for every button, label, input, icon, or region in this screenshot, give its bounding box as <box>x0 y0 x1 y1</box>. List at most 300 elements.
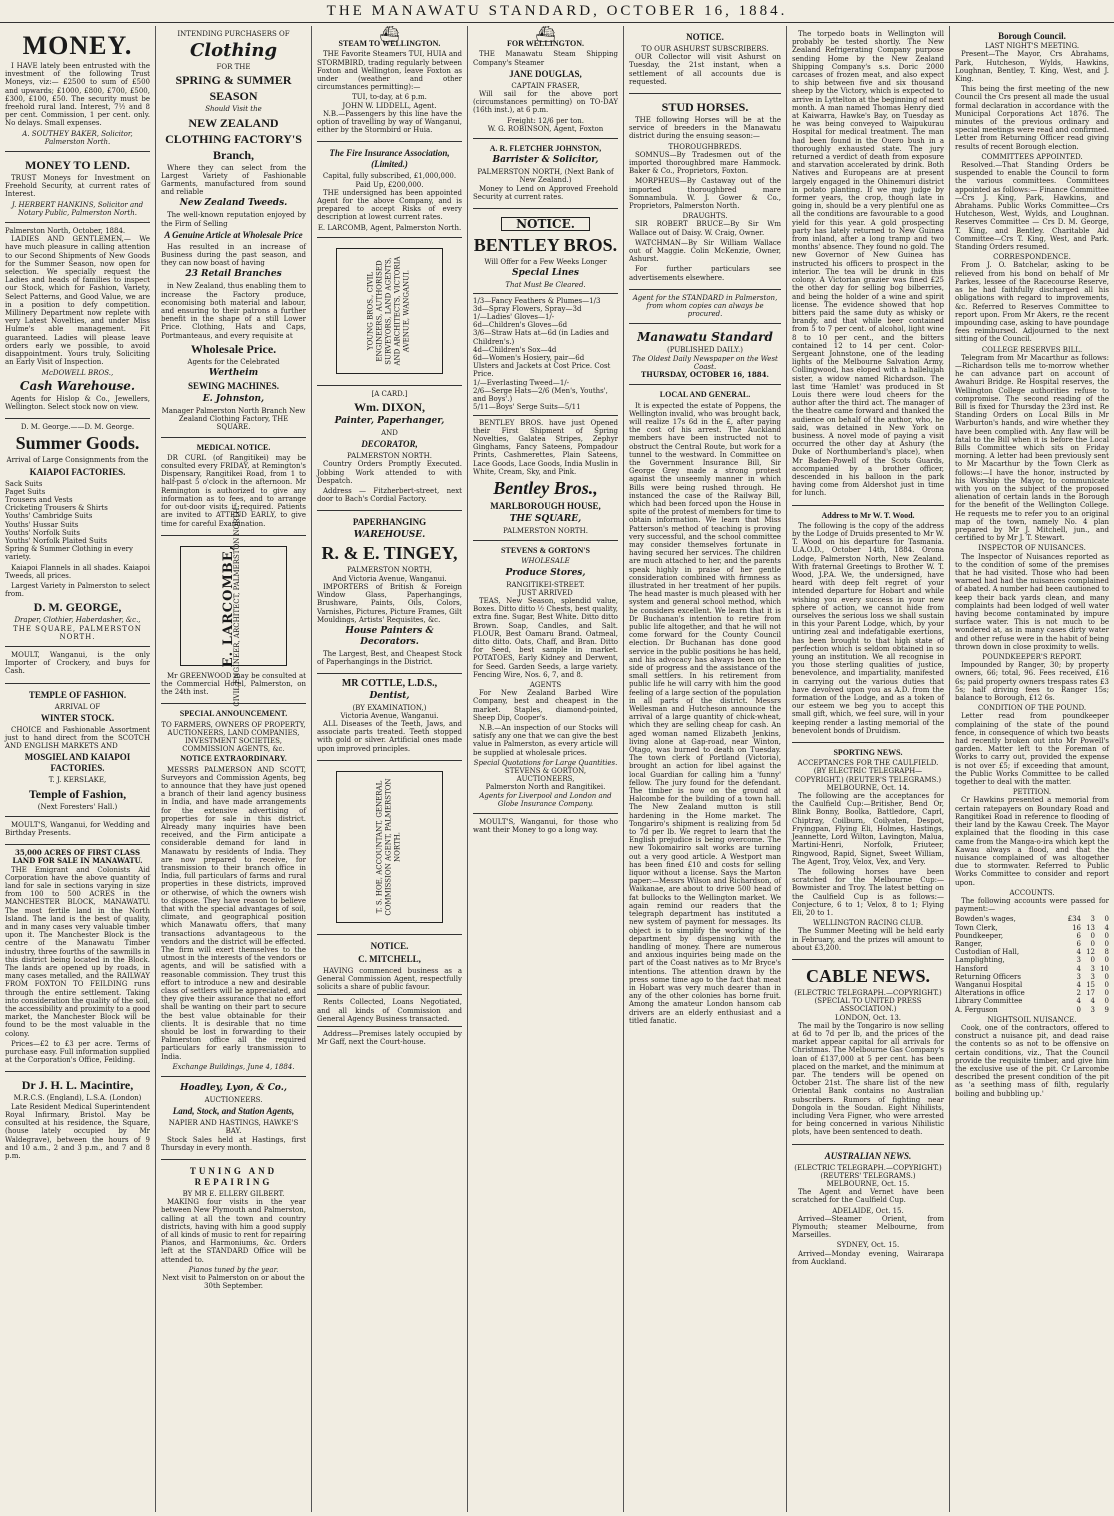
liddell: JOHN W. LIDDELL, Agent. <box>342 101 437 110</box>
college-text: Telegram from Mr Macarthur as follows:—Richardson tells me to-morrow whether he can advance part on account of Awahuri Bridge. Re Hospital reserves, the Wellington College authorities refuse to compromise. The second reading of the Bill is fixed for Thursday the 23rd inst. Re Standing Orders on Local Bills in Mr Warburton's hands, and wire whether they have been complied with. Any flaw will be fatal to the Bill when it is before the Local Bills Committee which sits on Friday morning. A letter had been previously sent to Mr Macarthur by the Town Clerk as follows:—I have the honor, instructed by his Worship the Mayor, to communicate with you on the subject of the proposed alienation of certain lands in the Borough for the benefit of the Wellington College. He requests me to refer you to an original map of the town, namely No. 4 plan prepared by Mr J. Mitchell, jun., and certified to by Mr J. T. Stewart. <box>955 353 1109 543</box>
corr-text: From J. O. Batchelar, asking to be relieved from his bond on behalf of Mr Parkes, lessee of the Racecourse Reserve, as he had faithfully discharged all his obligations with regard to improvements, &c. Referred to Reserves Committee to report upon. From Mr Akers, re the recent impounding case, asking to have poundage fees reimbursed. Adjourned to the next sitting of the Council. <box>955 261 1109 344</box>
must-be-cleared: That Must Be Cleared. <box>505 281 586 290</box>
oldest: The Oldest Daily Newspaper on the West Coast. <box>632 354 778 371</box>
australian-title: AUSTRALIAN NEWS. <box>824 1150 912 1161</box>
sydney-text: Arrived—Monday evening, Wairarapa from Auckland. <box>792 1249 944 1266</box>
account-amount: 3 <box>1090 1005 1095 1014</box>
fire-text: THE undersigned has been appointed Agent for the above Company, and is prepared to accept Risks of every description at lowest current rates. <box>317 188 462 222</box>
address-wood <box>792 506 944 743</box>
sporting-press: (BY ELECTRIC TELEGRAPH—COPYRIGHT.) (REUTER'S TELEGRAMS.) <box>794 767 942 784</box>
tingey-stock: The Largest, Best, and Cheapest Stock of Paperhangings in the District. <box>317 649 462 667</box>
account-row <box>955 1006 1109 1014</box>
intending: INTENDING PURCHASERS OF <box>177 30 290 38</box>
notice-extraordinary: NOTICE EXTRAORDINARY. <box>180 754 287 764</box>
account-row <box>955 965 1109 973</box>
winter-stock: WINTER STOCK. <box>40 712 115 723</box>
bentley-item: 3d—Spray Flowers, Spray—3d <box>473 304 582 313</box>
draughts: DRAUGHTS. <box>682 212 728 221</box>
account-amount: 4 <box>1090 997 1095 1006</box>
exam: (BY EXAMINATION,) <box>352 703 427 712</box>
tingey-name: R. & E. TINGEY, <box>321 543 458 564</box>
masthead: THE MANAWATU STANDARD, OCTOBER 16, 1884. <box>0 0 1114 23</box>
account-amount: 3 <box>1090 972 1095 981</box>
branch-text: Where they can select from the Largest Variety of Fashionable Garments, manufactured from sound and reliable <box>161 163 306 197</box>
nz-tweeds: New Zealand Tweeds. <box>179 198 288 209</box>
george-ad <box>5 419 150 647</box>
clothing-ad <box>161 26 306 438</box>
goods-item: Cricketing Trousers & Shirts <box>5 504 108 513</box>
fire-paid: Paid Up, £200,000. <box>355 180 424 189</box>
stock-sales: Stock Sales held at Hastings, first Thursday in every month. <box>161 1135 306 1152</box>
dixon-text: Country Orders Promptly Executed. Jobbing Work attended to with Despatch. <box>317 460 462 485</box>
warehouse: WAREHOUSE. <box>353 530 426 541</box>
aus-melbourne: MELBOURNE, Oct. 15. <box>826 1180 910 1188</box>
macintire-text: Late Resident Medical Superintendent Royal Infirmary, Bristol. May be consulted at his residence, the Square, (house lately occupied by Mr Waldegrave), between the hours of 9 and 10 a.m., 2 and 3 p.m., and 7 and 8 p.m. <box>5 1102 150 1160</box>
steam-ad <box>317 26 462 142</box>
divider <box>317 1026 462 1027</box>
macintire-ad <box>5 1072 150 1167</box>
mitchell-ad <box>317 935 462 1054</box>
tingey-text: IMPORTERS of British & Foreign Window Glass, Paperhangings, Brushware, Paints, Oils, Colors, Varnishes, Pictures, Picture Frames, Gilt Mouldings, Artists' Requisites, &c. <box>317 582 462 624</box>
goods-item: Trousers and Vests <box>5 495 73 504</box>
cable-press: (ELECTRIC TELEGRAPH.—COPYRIGHT.) (SPECIAL TO UNITED PRESS ASSOCIATION.) <box>794 988 942 1014</box>
special-text: TO FARMERS, OWNERS OF PROPERTY, AUCTIONEERS, LAND COMPANIES, INVESTMENT SOCIETIES, COMMISSION AGENTS, &c. <box>161 720 306 754</box>
bentley-item: 1/—Everlasting Tweed—1/- <box>473 378 569 387</box>
tingey-ad <box>317 511 462 674</box>
account-amount: 0 <box>1104 931 1109 940</box>
stevens-name2: STEVENS & GORTON, <box>504 767 587 775</box>
london-dateline: LONDON, Oct. 13. <box>834 1013 902 1022</box>
robinson: W. G. ROBINSON, Agent, Foxton <box>487 124 604 133</box>
wholesale-price: Wholesale Price. <box>190 341 277 356</box>
jane-douglas-ad <box>473 26 618 139</box>
account-amount: 2 <box>1076 989 1081 998</box>
rangitikei: RANGITIKEI-STREET. <box>506 580 585 589</box>
account-payee: Town Clerk, <box>955 923 998 932</box>
land-title: 35,000 ACRES OF FIRST CLASS LAND FOR SALE IN MANAWATU. <box>12 848 143 866</box>
bentley-address: PALMERSTON NORTH. <box>503 526 588 535</box>
painter: Painter, Paperhanger, <box>334 416 445 427</box>
column-7 <box>950 26 1114 1512</box>
account-payee: Custodian of Hall, <box>955 948 1020 957</box>
bentley-item: 6d—Children's Gloves—6d <box>473 321 568 330</box>
account-payee: Library Committee <box>955 997 1023 1006</box>
account-payee: Alterations in office <box>955 989 1025 998</box>
account-amount: 0 <box>1104 956 1109 965</box>
account-amount: 15 <box>1086 980 1095 989</box>
money-text: I HAVE lately been entrusted with the investment of the following Trust Moneys, viz:— £2500 to sum of £500 and upwards; £1000, £800, £700, £500, £300, £100, £50. The security must be freehold rural land. Interest, 7½ and 8 per cent. Commission, 1 per cent. only. No delays. Small expenses. <box>5 62 150 128</box>
account-amount: 0 <box>1104 989 1109 998</box>
cable-text: The mail by the Tongariro is now selling at 6d to 7d per lb, and the prices of the market appear capital for all arrivals for Christmas. The Melbourne Gas Company's loan of £137,000 at 5 per cent. has been placed on the market, and the minimum at par. The tenders will be opened on October 21st. The share list of the new Oriental Bank contains no Australian subscribers. Rumors of fighting near Dongola in the Soudan. Eight Nihilists, including Vera Figner, who were arrested for being concerned in various Nihilistic plots, have been sentenced to death. <box>792 1021 944 1137</box>
steam-text: THE Favorite Steamers TUI, HUIA and STORMBIRD, trading regularly between Foxton and Wellington, leave Foxton as under (weather and other circumstances permitting):— <box>317 50 462 92</box>
account-row <box>955 924 1109 932</box>
temple-sub: Temple of Fashion, <box>28 786 127 801</box>
captain: CAPTAIN FRASER, <box>511 81 580 90</box>
column-3 <box>312 26 468 1512</box>
caulfield-title: ACCEPTANCES FOR THE CAULFIELD. <box>797 759 939 768</box>
account-amount: 16 <box>1072 923 1081 932</box>
account-row <box>955 989 1109 997</box>
account-amount: 0 <box>1076 1005 1081 1014</box>
johnston-text: Manager Palmerston North Branch New Zealand Clothing Factory, THE SQUARE. <box>161 407 306 432</box>
borough-council <box>955 26 1109 1105</box>
account-row <box>955 973 1109 981</box>
sydney-dateline: SYDNEY, Oct. 15. <box>836 1241 900 1250</box>
caulfield-text: The following are the acceptances for the Caulfield Cup:—Britisher, Bend Or, Blink Bonny, Boolka, Battledore, Caprl, Chiptray, Coilburn, Coilyaten, Despot, Fryingpan, Flying Eli, Holmes, Hastings, Jeannette, Lord Wilton, Lavington, Malua, Martini-Henri, Norfolk, Friuteer, Ringwood, Rapid, Signet, Sweet William, The Agent, Troy, Velox, Vex, and Very. <box>792 792 944 866</box>
divider <box>473 293 618 294</box>
foresters: (Next Foresters' Hall.) <box>37 802 118 811</box>
moult3-ad <box>473 814 618 841</box>
bentley-opened: BENTLEY BROS. have just Opened their First Shipment of Spring Novelties, Galatea Stripes, Zephyr Ginghams, Fancy Sateens, Pompadour Prints, Cashmerettes, Plain Sateens, Lace Goods, Lace Goods, India Muslin in White, Cream, Sky, and Pink. <box>473 418 618 476</box>
lend-text: TRUST Moneys for Investment on Freehold Security, at current rates of Interest. <box>5 174 150 199</box>
fletcher-ad <box>473 139 618 209</box>
fletcher-name: A. R. FLETCHER JOHNSTON, <box>489 144 602 154</box>
retail-text: in New Zealand, thus enabling them to increase the Factory produce, economising both material and labour, and ensuring to their patrons a further benefit in the shape of a still Lower Price. Clothing, Hats and Caps, Portmanteaus, and every requisite at <box>161 282 306 340</box>
paper-title: Manawatu Standard <box>637 330 773 345</box>
account-amount: 0 <box>1090 939 1095 948</box>
mitchell-address: Address—Premises lately occupied by Mr Gaff, next the Court-house. <box>317 1029 462 1047</box>
account-amount: 3 <box>1090 915 1095 924</box>
moult2-ad <box>5 817 150 845</box>
notice-title: NOTICE. <box>370 940 409 951</box>
new-zealand: NEW ZEALAND <box>188 115 279 130</box>
present: Present—The Mayor, Crs Abrahams, Park, Hutcheson, Wylds, Hawkins, Loughnan, Bentley, T. King, West, and J. King. <box>955 50 1109 84</box>
cottle-name: MR COTTLE, L.D.S., <box>341 678 438 690</box>
arrival-of: ARRIVAL OF <box>54 702 101 711</box>
column-1 <box>0 26 156 1512</box>
george-trade: Draper, Clothier, Haberdasher, &c., <box>14 616 141 625</box>
aus-press: (ELECTRIC TELEGRAPH.—COPYRIGHT.) (REUTERS' TELEGRAMS.) <box>794 1163 942 1180</box>
corr-title: CORRESPONDENCE. <box>993 253 1071 262</box>
account-payee: Ranger, <box>955 939 983 948</box>
accounts-intro: The following accounts were passed for payment:— <box>955 896 1109 914</box>
larcombe-name: E. LARCOMBE, <box>221 544 237 667</box>
cottle-address: Victoria Avenue, Wanganui. <box>340 711 439 720</box>
foundry-text: Letter read from poundkeeper complaining of the state of the pound fence, in consequence of which two beasts had recently broken out into Mr Powell's garden. Matter left to the Foreman of Works to carry out, provided the expense is not over £5; if exceeding that amount, the Public Works Committee to be called together to deal with the matter. <box>955 712 1109 787</box>
agents-for: Agents for the Celebrated <box>187 357 280 366</box>
committees-text: Resolved.—That Standing Orders be suspended to enable the Council to form the various committees. Committees appointed as follows:— Finance Committee—Crs J. King, Park, Hawkins, and Abrahams. Public Works Committee—Crs Hutcheson, West, Wylds, and Loughnan. Reserves Committee — Crs D. M. George, T. King, and Bentley. Charitable Aid Committee—Crs T. King, West, and Park. Standing Orders resumed. <box>955 161 1109 252</box>
medical-title: MEDICAL NOTICE. <box>196 442 271 452</box>
for-wellington: FOR WELLINGTON. <box>506 39 585 49</box>
money-signature: A. SOUTHEY BAKER, Solicitor, Palmerston North. <box>22 129 133 146</box>
george-name: D. M. GEORGE, <box>33 600 122 615</box>
address-text: The following is the copy of the address by the Lodge of Druids presented to Mr W. T. Wood on his departure for Tasmania. U.A.O.D., October 14th, 1884. Orona Lodge, Palmerston North, New Zealand. With fraternal Greetings to Brother W. T. Wood, J.P.A. We, the undersigned, have heard with deep felt regret of your intended departure for Hobart and while wishing you every success in your new sphere of action, we cannot hide from ourselves the serious loss we shall sustain in this your Parent Lodge, which, by your untiring zeal and indefatigable exertions, has been brought to that high state of perfection which is seldom obtained in so young an institution. We all recognise in you those sterling qualities of justice, benevolence, and impartiality, manifested in carrying out the various duties that have devolved upon you as A.D. from the formation of the Lodge, and as a token of our esteem we beg you to accept this small gift, which, we feel sure, will in your keeping render a lasting memorial of the benevolent bonds of Druidism. <box>792 521 944 735</box>
account-payee: A. Ferguson <box>955 1005 998 1014</box>
hoe-card-frame <box>336 771 442 923</box>
account-payee: Poundkeeper, <box>955 931 1004 940</box>
moult2-text: MOULT'S, Wanganui, for Wedding and Birthday Presents. <box>5 820 150 837</box>
mitchell-text: HAVING commenced business as a General Commission Agent, respectfully solicits a share of public favour. <box>317 966 462 992</box>
the-square: THE SQUARE, <box>509 513 582 524</box>
account-amount: 6 <box>1076 931 1081 940</box>
rents-collected: Rents Collected, Loans Negotiated, and all kinds of Commission and General Agency Business transacted. <box>317 998 462 1023</box>
fire-insurance-ad <box>317 142 462 237</box>
adelaide-text: Arrived—Steamer Orient, from Plymouth; steamer Melbourne, from Marseilles. <box>792 1214 944 1240</box>
sporting-title: SPORTING NEWS. <box>833 748 903 758</box>
ladies-text: LADIES AND GENTLEMEN,— We have much pleasure in calling attention to our Second Shipments of New Goods for the Summer Season, now open for selection. We specially request the Ladies and heads of families to inspect our Stock, which for Fashion, Variety, Select Patterns, and Good Value, we are in a position to defy competition. Millinery Department now replete with very Latest Novelties, and under Miss Hulme's able management. Fit guaranteed. Ladies will please leave orders early we possible, to avoid disappointment. Yours truly, Soliciting an Early Visit of Inspection. <box>5 235 150 367</box>
exchange-buildings: Exchange Buildings, June 4, 1884. <box>172 1062 295 1071</box>
variety: Largest Variety in Palmerston to select from. <box>5 581 150 599</box>
racing-title: WELLINGTON RACING CLUB. <box>812 919 924 928</box>
agent-note-block <box>629 290 781 325</box>
moult-text: MOULT, Wanganui, is the only Importer of Crockery, and buys for Cash. <box>5 650 150 676</box>
sewing-machines: SEWING MACHINES. <box>187 381 279 392</box>
goods-item: Youths' Norfolk Plaited Suits <box>5 536 107 545</box>
curl-text: DR CURL (of Rangitikei) may be consulted every FRIDAY, at Remington's Dispensary, Rangitikei Road, from 1 to half-past 5 o'clock in the afternoon. Mr Remington is authorized to give any information as to fees, and to arrange for out-door visits if required. Patients are invited to ATTEND EARLY, to give time for careful Examination. <box>161 453 306 528</box>
stevens-address: Palmerston North and Rangitikei. <box>485 783 606 792</box>
column-5 <box>624 26 787 1512</box>
freight: Freight: 12/6 per ton. <box>507 116 584 125</box>
reputation: The well-known reputation enjoyed by the Firm of Selling <box>161 211 306 228</box>
wertheim: Wertheim <box>208 368 259 379</box>
account-row <box>955 948 1109 956</box>
jane-text: Will sail for the above port (circumstances permitting) on TO-DAY (16th inst.), at 6 p.m. <box>473 90 618 115</box>
local-text: It is expected the estate of Poppens, the Wellington invalid, who was brought back, will realize 17s 6d in the £, after paying the cost of his arrest. The Auckland members have been instructed not to obstruct the Central Route, but work for a tunnel to the westward. In Committee on the Government Insurance Bill, Sir George Grey made a strong protest against the unseemly manner in which Bills were being rushed through. He instanced the case of the Railway Bill, which had been forced upon the House in spite of the protest of members for time to obtain information. We learn that Miss Patterson's method of teaching is proving very successful, and the school committee may consider themselves fortunate in having secured her services. The children are much attached to her, and the parents speak highly in praise of her gentle consideration combined with firmness as illustrated in her treatment of her pupils. The head master is much pleased with her system and general school method, which he considers excellent. We learn that it is Dr Buchanan's intention to retire from public life altogether, and that he will not come forward for the County Council election. Dr Buchanan has done good service in the public positions he has held, and his advocacy has always been on the side of progress and the assistance of the small settlers. In his retirement from public life he will carry with him the good feeling of a large section of the population in all parts of the district. Messrs Wellesman and Hutcheson announce the arrival of a large quantity of chick-wheat, which they are selling cheap for cash. An aged woman named Elizabeth Jenkins, living alone at Gap-road, near Winton, Otago, was burned to death on Tuesday. The town clerk of Portland (Victoria), brought an action for libel against the local Guardian for calling him a 'funny' fellow. The jury found for the defendant. The timber is now on the ground at Halcombe for the building of a town hall. The New Zealand mutton is still hardening in the Home market. The Tongariro's shipment is realizing from 5d to 7d per lb. We regret to learn that the English prejudice is being overcome. The new Tokomairiro salt works are turning out a very good article. A Westport man has been fined £10 and costs for selling liquor without a license. Says the Marton paper:—Messrs Wilson and Richardson, of Waikanae, are about to drive 500 head of fat bullocks to the Wellington market. We again remind our readers that the telegraph department has instituted a new system of payment for messages. Its object is to simplify the working of the department by dispensing with the handling of money. There are numerous and anxious inquiries being made on the part of the Coast natives as to Mr Bryce's intentions. The attention drawn by the press some time ago to the fact that meat in Hobart was very much dearer than in any of the other colonies has borne fruit. Among the amateur London hansom cab drivers are an elderly enthusiast and a titled fanatic. <box>629 401 781 1025</box>
larcombe-sub: CIVIL ENGINEER, ARCHITECT, PALMERSTON NORTH. <box>233 505 242 707</box>
johnston: E. Johnston, <box>202 394 265 405</box>
pound-title: POUNDKEEPER'S REPORT. <box>982 653 1082 662</box>
committees-title: COMMITTEES APPOINTED. <box>981 152 1083 161</box>
hoadley-auctioneers: AUCTIONEERS. <box>204 1096 263 1105</box>
agents-liverpool: Agents for Liverpool and London and Globe Insurance Company. <box>479 791 612 808</box>
petition-title: PETITION. <box>1012 788 1052 797</box>
summer-text: Arrival of Large Consignments from the <box>6 456 149 465</box>
agents: AGENTS <box>529 680 562 689</box>
account-amount: 4 <box>1076 948 1081 957</box>
torpedo-text: The torpedo boats in Wellington will probably be tested shortly. The New Zealand Refrigerating Company purpose sending Home by the New Zealand Shipping Company's s.s. Doric 2000 carcases of frozen meat, and also expect to ship between five and six thousand sheep by the Victory, which is expected to arrive in Lyttelton at the beginning of next month. A man named Thomas Henry died at Kaiwarra, Hawke's Bay, on Tuesday as he was being conveyed to Waipukurau Hospital for medical treatment. The man had been found in the Ouero bush in a thoroughly exhausted state. The jury returned a verdict of death from exposure and starvation accelerated by drink. Both Natives and Europeans are at present largely engaged in the Ohinemuri district in potato planting. If we may judge by former years, the crop, though late in going in, should be a very plentiful one as all the conditions are favourable to a good yield for this year. A gold prospecting party has lately returned to New Guinea from inland, after a long tramp and two months' absence. They found no gold. The new Governor of New Guinea has instructed his officers to prospect in the interior. The tea will be drunk in this colony. A Victorian grazier was fined £25 the other day for selling bog bilberries, and being the holder of a wine and spirit license. The evidence showed that hop bitters paid the same duty as whisky or brandy, and that while beer contained from 5 to 7 per cent. of alcohol, light wine 8 to 10 per cent., and the bitters contained 12 to 14 per cent. Color-Sergeant Johnstone, one of the leading lights of the Melbourne Salvation Army, Collingwood, has eloped with a hallelujah sister, a widow named Richardson. The last time 'Hamlet' was produced in St Louis there were loud cheers for the author after the third act. The manager of the theatre came forward and thanked the audience on behalf of the author, who, he said, was detained in New York on business. A novel mode of paying a visit occurred the other day at Ashury (the Duke of Northumberland's place), when Mr Baden-Powell of the Scots Guards, accompanied by a brother officer, descended in his balloon in the park having come from Aldershot just in time for lunch. <box>792 30 944 498</box>
wholesale: WHOLESALE <box>521 557 570 566</box>
should-visit: Should Visit the <box>205 105 262 114</box>
hoadley-ad <box>161 1077 306 1160</box>
fletcher-address: PALMERSTON NORTH, (Next Bank of New Zealand.) <box>477 168 614 185</box>
next-visit: Next visit to Palmerston on or about the 30th September. <box>162 1274 305 1291</box>
bentley-item: 2/6—Serge Hats—2/6 (Men's, Youths', and Boys'.) <box>473 386 608 404</box>
bruce: SIR ROBERT BRUCE—By Sir Wm Wallace out of Daisy. W. Craig, Owner. <box>629 220 781 237</box>
account-amount: 10 <box>1100 964 1109 973</box>
tingey-address: PALMERSTON NORTH, <box>347 566 432 575</box>
stud-ad <box>629 94 781 290</box>
account-amount: 3 <box>1076 972 1081 981</box>
bentley-item: 1/3—Fancy Feathers & Plumes—1/3 <box>473 296 601 305</box>
petition-text: Cr Hawkins presented a memorial from certain ratepayers on Boundary Road and Rangitikei Road in reference to flooding of their land by the Kawau Creek. The Mayor explained that the flooding in this case came from the Manga-o-ira which kept the Kawau always a flood, and that the nuisance complained of was altogether due to stormwater. Referred to Public Works Committee to consider and report upon. <box>955 796 1109 887</box>
larcombe-card <box>161 505 306 707</box>
mcdowell-ad <box>5 223 150 419</box>
tingey-address2: And Victoria Avenue, Wanganui. <box>332 574 447 583</box>
goods-item: Youths' Norfolk Suits <box>5 528 80 537</box>
college-title: COLLEGE RESERVES BILL. <box>981 345 1083 354</box>
gilbert-text: MAKING four visits in the year between New Plymouth and Palmerston, calling at all the town and country districts, having with him a good supply of all kinds of music to rent for repairing Pianos, and Harmoniums, &c. Orders left at the STANDARD Office will be attended to. <box>161 1198 306 1264</box>
young-card-text: YOUNG BROS., CIVIL ENGINEERS, AUTHORISED SURVEYORS, LAND AGENTS, AND ARCHITECTS, VICTORIA AVENUE, WANGANUI. <box>366 256 411 366</box>
stud-text: THE following Horses will be at the service of breeders in the Manawatu district during the ensuing season:— <box>629 116 781 141</box>
inspector-title: INSPECTOR OF NUISANCES. <box>978 544 1086 553</box>
account-amount: 4 <box>1076 997 1081 1006</box>
bentley-item: 6d—Women's Hosiery, pair—6d <box>473 354 585 363</box>
account-payee: Lamplighting, <box>955 956 1005 965</box>
hoe-card <box>317 761 462 935</box>
spring-summer: SPRING & SUMMER <box>175 73 292 88</box>
ladies-date: Palmerston North, October, 1884. <box>5 227 126 236</box>
genuine-article: A Genuine Article at Wholesale Price <box>164 229 303 240</box>
dixon-ad <box>317 386 462 512</box>
account-amount: 0 <box>1104 939 1109 948</box>
lend-signature: J. HERBERT HANKINS, Solicitor and Notary Public, Palmerston North. <box>11 200 144 217</box>
tui-sailing: TUI, to-day, at 6 p.m. <box>352 93 427 102</box>
bentley-item: 1/—Ladies' Gloves—1/- <box>473 313 555 322</box>
special-lines: Special Lines <box>512 268 579 279</box>
goods-item: Youths' Cambridge Suits <box>5 512 93 521</box>
agent-note: Agent for the STANDARD in Palmerston, from whom copies can always be procured. <box>632 293 778 319</box>
cottle-text: ALL Diseases of the Teeth, Jaws, and associate parts treated. Teeth stopped with gold or silver. Artificial ones made upon improved principles. <box>317 719 462 753</box>
somnus: SOMNUS—By Tradesmen out of the imported thoroughbred mare Hammock. Baker & Co., Proprietors, Foxton. <box>629 150 781 176</box>
bentley-title: BENTLEY BROS. <box>473 235 618 256</box>
hoadley-sub: Land, Stock, and Station Agents, <box>172 1106 295 1117</box>
stevens-nb: N.B.—An inspection of our Stocks will satisfy any one that we can give the best value in Palmerston, as every article will be supplied at wholesale prices. <box>473 723 618 757</box>
lend-title: MONEY TO LEND. <box>25 158 130 173</box>
account-row <box>955 940 1109 948</box>
cable-title: CABLE NEWS. <box>805 965 931 986</box>
kaiapoi-factories: KAIAPOI FACTORIES. <box>29 466 126 477</box>
fire-signature: E. LARCOMB, Agent, Palmerston North. <box>317 223 462 232</box>
house-painters: House Painters & Decorators. <box>345 625 434 647</box>
account-amount: 4 <box>1076 964 1081 973</box>
mcdowell-signature: McDOWELL BROS., <box>41 368 114 377</box>
account-amount: 0 <box>1090 931 1095 940</box>
paperhanging: PAPERHANGING <box>352 517 427 528</box>
account-payee: Hansford <box>955 964 989 973</box>
young-card-frame <box>336 248 442 374</box>
pound-text: Impounded by Ranger, 30; by property owners, 66; total, 96. Fees received, £16 6s; paid property owners trespass rates £3 5s; half driving fees to Ranger 15s; balance to Borough, £12 6s. <box>955 661 1109 703</box>
moult3-text: MOULT'S, Wanganui, for those who want their Money to go a long way. <box>473 818 618 835</box>
palmerston-text: MESSRS PALMERSON AND SCOTT, Surveyors and Commission Agents, beg to announce that they have just opened a branch of their land agency business in India, and have made arrangements for the extensive advertising of properties for sale in this district. Already many inquiries have been received, and the Firm anticipate a considerable demand for land in Manawatu by residents of India. They are now prepared to receive, for transmission to their branch office in India, full particulars of farms and rural properties in these districts, improved or otherwise, of which the owners wish to dispose. They have reason to believe that with the special advantages of soil, climate, and geographical position which Manawatu offers, that many transactions advantageous to the vendors and the district will be effected. The firm will exert themselves to the utmost in the interests of the vendors or agents, and will be satisfied with a reasonable commission. They trust this effort to introduce a new and desirable class of settlers will be appreciated, and they give their assurance that no effort shall be wanting on their part to secure the best value obtainable for their clients. It is desirable that no time should be lost in forwarding to their Palmerston office all the required particulars for early transmission to India. <box>161 765 306 1061</box>
dixon-name: Wm. DIXON, <box>354 400 425 415</box>
quotations: Special Quotations for Large Quantities. <box>473 758 618 767</box>
retail-branches: 23 Retail Branches <box>185 269 282 280</box>
goods-list <box>5 480 150 562</box>
stevens-auctioneers: AUCTIONEERS, <box>516 775 575 784</box>
land-ad <box>5 845 150 1072</box>
dentist: Dentist, <box>369 690 410 701</box>
goods-item: Paget Suits <box>5 487 46 496</box>
nightsoil-text: Cook, one of the contractors, offered to construct a nuisance pit, and dead raise the contents so as not to be offensive on certain conditions, viz., That the Council provide the requisite timber, and give him the exclusive use of the pit. Cr Larcombe described the present condition of the pit as 'a seething mass of filth, regularly boiling and bubbling up.' <box>955 1023 1109 1098</box>
account-amount: 0 <box>1090 956 1095 965</box>
gilbert-name: BY MR E. ELLERY GILBERT. <box>182 1190 285 1199</box>
clothing-title: Clothing <box>189 40 278 62</box>
flannels: Kaiapoi Flannels in all shades. Kaiapoi Tweeds, all prices. <box>5 563 150 580</box>
account-amount: 12 <box>1086 948 1095 957</box>
accounts-list <box>955 915 1109 1013</box>
fire-capital: Capital, fully subscribed, £1,000,000. <box>322 172 457 181</box>
column-6 <box>787 26 950 1512</box>
and: AND <box>381 429 398 438</box>
steam-title: STEAM TO WELLINGTON. <box>338 39 441 49</box>
account-row <box>955 915 1109 923</box>
account-payee: Bowden's wages, <box>955 915 1016 924</box>
lend-ad <box>5 152 150 223</box>
fletcher-text: Money to Lend on Approved Freehold Security at current rates. <box>473 184 618 201</box>
aus-text: The Agent and Vernet have been scratched for the Caulfield Cup. <box>792 1188 944 1205</box>
goods-item: Youths' Hussar Suits <box>5 520 79 529</box>
bentley-item: 5/11—Boys' Serge Suits—5/11 <box>473 403 581 412</box>
local-news <box>629 385 781 1032</box>
mosgiel: MOSGIEL AND KAIAPOI FACTORIES. <box>24 752 131 774</box>
bentley-item: 3/6—Straw Hats at—6d (in Ladies and Children's.) <box>473 329 610 346</box>
council-text: This being the first meeting of the new Council the Crs present all made the usual formal declaration in accordance with the Municipal Corporations Act 1876. The minutes of the previous ordinary and special meetings were read and confirmed. Letter from Returning Officer read giving results of recent Borough election. <box>955 85 1109 151</box>
watchman: WATCHMAN—By Sir William Wallace out of Maggie. Colin McKenzie, Owner, Ashurst. <box>629 238 781 264</box>
thoroughbreds: THOROUGHBREDS. <box>668 142 742 151</box>
napier: NAPIER AND HASTINGS, HAWKE'S BAY. <box>168 1119 299 1136</box>
published: (PUBLISHED DAILY.) <box>667 346 743 355</box>
account-payee: Wanganui Hospital <box>955 980 1023 989</box>
moult-ad <box>5 647 150 684</box>
bentley-ad <box>473 209 618 541</box>
for-the: FOR THE <box>216 63 251 72</box>
special-announcement <box>161 704 306 1077</box>
manawatu-text: THE Manawatu Steam Shipping Company's Steamer <box>473 50 618 67</box>
season: SEASON <box>209 89 258 104</box>
clothing-factory: CLOTHING FACTORY'S <box>165 131 302 146</box>
stevens-name: STEVENS & GORTON'S <box>501 546 590 556</box>
ashurst-notice-title: NOTICE. <box>686 32 724 42</box>
account-amount: 0 <box>1104 980 1109 989</box>
news-items <box>792 26 944 506</box>
stevens-ad <box>473 541 618 814</box>
greenwood: Mr GREENWOOD may be consulted at the Commercial Hotel, Palmerston, on the 24th inst. <box>161 671 306 697</box>
foundry-title: CONDITION OF THE POUND. <box>977 704 1087 713</box>
account-row <box>955 956 1109 964</box>
land-text: THE Emigrant and Colonists Aid Corporation have the above quantity of land for sale in sections varying in size from 100 to 500 ACRES in the MANCHESTER BLOCK, MANAWATU. The most fertile land in the North Island. The land is the best of quality, and in many cases very valuable timber upon it. The Manchester Block is the centre of the Manawatu Timber industry, three fourths of the sawmills in this district being located in the Block. The lands are opened up by roads, in many cases metalled, and the RAILWAY FROM FOXTON TO FEILDING runs through the entire settlement. Taking into consideration the quality of the soil, the accessibility and proximity to a good market, the Manchester Block will be found to be the most valuable in the colony. <box>5 865 150 1038</box>
inspector-text: The Inspector of Nuisances reported as to the condition of some of the premises that he had visited. Those who had been warned had had the nuisances complained of abated. A number had been cautioned to keep their back yards clean, and many complaints had been lodged of well water having become contaminated by impure surface water. This is not much to be wondered at, as in many cases dirty water and other refuse were in the habit of being thrown down in close proximity to wells. <box>955 552 1110 651</box>
steam-nb: N.B.—Passengers by this line have the option of travelling by way of Wanganui, either by the Stormbird or Huia. <box>317 109 462 135</box>
divider <box>473 415 618 416</box>
bentley-script: Bentley Bros., <box>493 477 598 498</box>
marlborough: MARLBOROUGH HOUSE, <box>490 500 601 511</box>
mitchell-name: C. MITCHELL, <box>358 953 421 964</box>
choice-text: CHOICE and Fashionable Assortment just to hand direct from the SCOTCH AND ENGLISH MARKETS AND <box>5 725 150 751</box>
decorator: DECORATOR, <box>361 439 418 450</box>
fire-title: The Fire Insurance Association, (Limited.) <box>329 148 450 170</box>
australian-news <box>792 1145 944 1273</box>
cottle-ad <box>317 674 462 760</box>
money-ad <box>5 26 150 152</box>
account-amount: 3 <box>1076 956 1081 965</box>
melbourne-dateline: MELBOURNE, Oct. 14. <box>826 783 910 792</box>
meeting-title: LAST NIGHT'S MEETING. <box>984 42 1080 51</box>
macintire-quals: M.R.C.S. (England), L.S.A. (London) <box>13 1094 142 1103</box>
land-terms: Prices—£2 to £3 per acre. Terms of purchase easy. Full information supplied at the Corporation's Office, Feilding. <box>5 1039 150 1065</box>
kerslake: T. J. KERSLAKE, <box>48 776 107 785</box>
goods-item: Sack Suits <box>5 479 43 488</box>
dixon-address2: Address — Fitzherbert-street, next door to Bach's Cordial Factory. <box>317 487 462 504</box>
produce-stores: Produce Stores, <box>505 567 586 578</box>
ashurst-title: TO OUR ASHURST SUBSCRIBERS. <box>641 45 769 53</box>
account-amount: 0 <box>1104 972 1109 981</box>
bentley-item: Ulsters and Jackets at Cost Price. Cost Price. <box>473 362 611 379</box>
account-row <box>955 932 1109 940</box>
morpheus: MORPHEUS—By Castaway out of the imported thoroughbred mare Somnambula. W. J. Gower & Co., Proprietors, Palmerston North. <box>629 177 781 211</box>
divider <box>317 994 462 995</box>
account-amount: 13 <box>1086 923 1095 932</box>
paper-masthead <box>629 324 781 385</box>
branch: Branch, <box>212 147 254 162</box>
larcombe-card-text <box>221 505 242 707</box>
summer-goods-title: Summer Goods. <box>15 433 140 454</box>
goods-item: Spring & Summer Clothing in every variety. <box>5 545 133 562</box>
temple-ad <box>5 684 150 817</box>
nightsoil-title: NIGHTSOIL NUISANCE. <box>987 1015 1077 1024</box>
steamship-icon: ⛴ <box>535 26 556 43</box>
money-title: MONEY. <box>22 31 133 60</box>
temple-title: TEMPLE OF FASHION. <box>28 689 127 700</box>
